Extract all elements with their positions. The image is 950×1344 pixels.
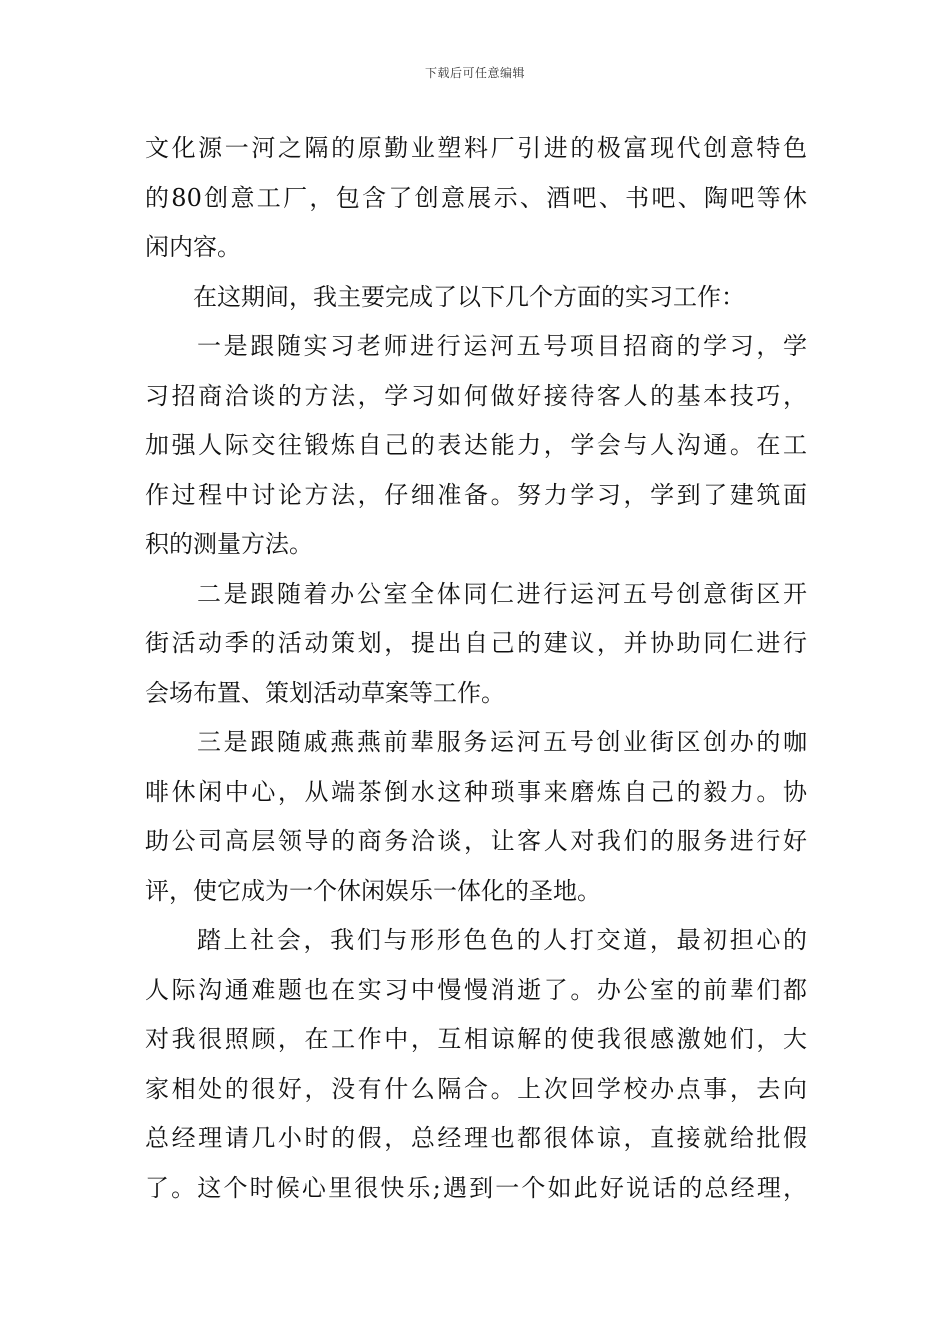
text-line: 作过程中讨论方法，仔细准备。努力学习，学到了建筑面 bbox=[145, 480, 807, 509]
text-line: 一是跟随实习老师进行运河五号项目招商的学习，学 bbox=[197, 332, 807, 360]
text-line: 三是跟随戚燕燕前辈服务运河五号创业街区创办的咖 bbox=[197, 728, 807, 756]
text-line: 家相处的很好，没有什么隔合。上次回学校办点事，去向 bbox=[145, 1074, 807, 1103]
text-line: 文化源一河之隔的原勤业塑料厂引进的极富现代创意特色 bbox=[145, 134, 807, 162]
body-text bbox=[145, 124, 807, 1213]
text-line: 习招商洽谈的方法，学习如何做好接待客人的基本技巧， bbox=[145, 381, 807, 410]
text-line: 助公司高层领导的商务洽谈，让客人对我们的服务进行好 bbox=[145, 827, 807, 855]
text-line: 积的测量方法。 bbox=[145, 530, 313, 558]
text-line: 啡休闲中心，从端茶倒水这种琐事来磨炼自己的毅力。协 bbox=[145, 777, 807, 806]
text-line: 闲内容。 bbox=[145, 233, 241, 261]
text-line: 人际沟通难题也在实习中慢慢消逝了。办公室的前辈们都 bbox=[145, 975, 807, 1004]
text-line: 总经理请几小时的假，总经理也都很体谅，直接就给批假 bbox=[145, 1124, 807, 1152]
text-line: 的80创意工厂，包含了创意展示、酒吧、书吧、陶吧等休 bbox=[145, 183, 807, 212]
text-line: 对我很照顾，在工作中，互相谅解的使我很感激她们，大 bbox=[145, 1025, 807, 1053]
text-line: 加强人际交往锻炼自己的表达能力，学会与人沟通。在工 bbox=[145, 431, 807, 459]
text-line: 会场布置、策划活动草案等工作。 bbox=[145, 678, 505, 707]
text-line: 二是跟随着办公室全体同仁进行运河五号创意街区开 bbox=[197, 579, 807, 608]
page-header: 下载后可任意编辑 bbox=[424, 66, 525, 80]
text-line: 在这期间，我主要完成了以下几个方面的实习工作： bbox=[193, 282, 745, 311]
text-line: 评，使它成为一个休闲娱乐一体化的圣地。 bbox=[145, 876, 601, 905]
text-line: 踏上社会，我们与形形色色的人打交道，最初担心的 bbox=[197, 926, 807, 954]
text-line: 了。这个时候心里很快乐;遇到一个如此好说话的总经理， bbox=[145, 1173, 807, 1202]
text-line: 街活动季的活动策划，提出自己的建议，并协助同仁进行 bbox=[145, 629, 807, 657]
